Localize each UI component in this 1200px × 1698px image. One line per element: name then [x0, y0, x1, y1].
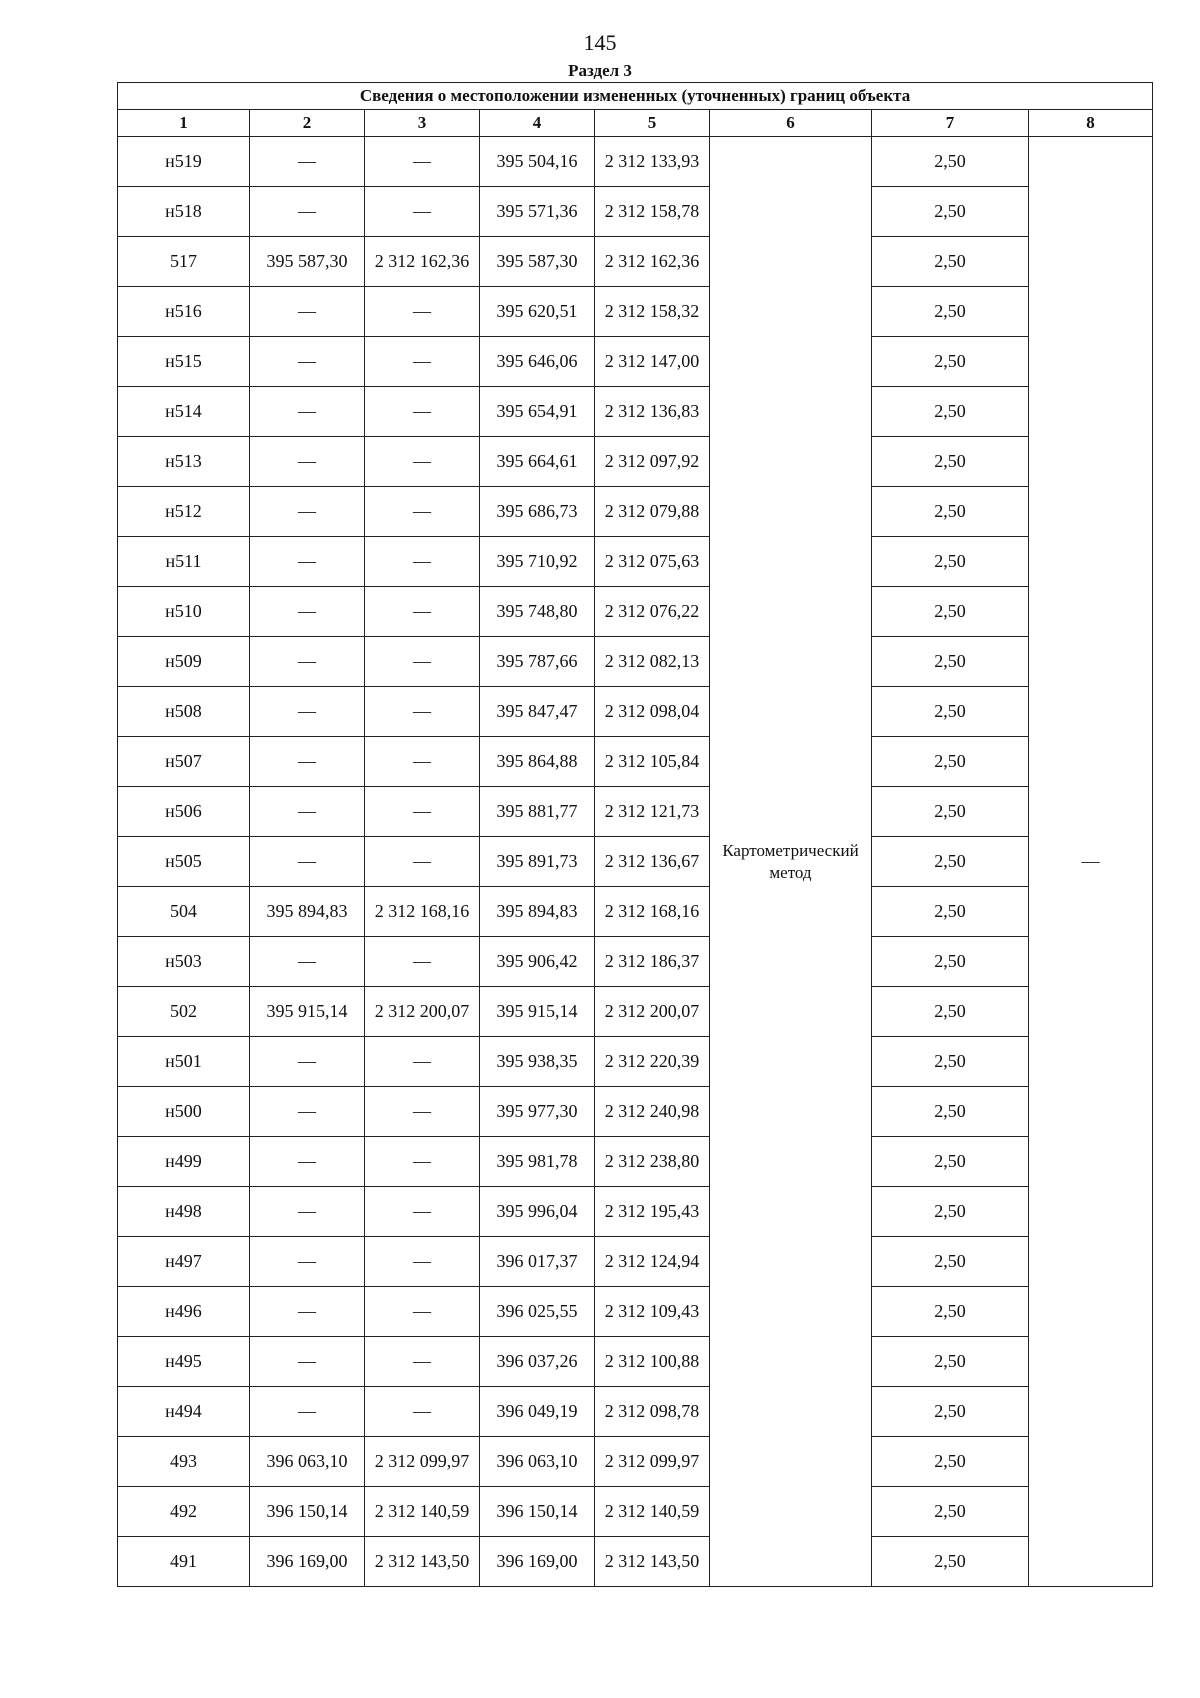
old-x-cell: — [250, 837, 365, 887]
old-y-cell: — [365, 837, 480, 887]
point-number-cell: н514 [118, 387, 250, 437]
point-number-cell: н518 [118, 187, 250, 237]
accuracy-cell: 2,50 [872, 537, 1029, 587]
new-y-cell: 2 312 136,83 [595, 387, 710, 437]
point-number-cell: н503 [118, 937, 250, 987]
new-x-cell: 395 881,77 [480, 787, 595, 837]
accuracy-cell: 2,50 [872, 1137, 1029, 1187]
new-x-cell: 396 017,37 [480, 1237, 595, 1287]
point-number-cell: н498 [118, 1187, 250, 1237]
new-y-cell: 2 312 098,04 [595, 687, 710, 737]
new-x-cell: 395 710,92 [480, 537, 595, 587]
point-number-cell: н509 [118, 637, 250, 687]
point-number-cell: н499 [118, 1137, 250, 1187]
table-row [118, 1287, 1153, 1337]
accuracy-cell: 2,50 [872, 1187, 1029, 1237]
old-x-cell: 396 063,10 [250, 1437, 365, 1487]
new-y-cell: 2 312 220,39 [595, 1037, 710, 1087]
point-number-cell: н511 [118, 537, 250, 587]
new-x-cell: 395 587,30 [480, 237, 595, 287]
new-y-cell: 2 312 162,36 [595, 237, 710, 287]
table-row [118, 487, 1153, 537]
point-number-cell: н497 [118, 1237, 250, 1287]
new-y-cell: 2 312 121,73 [595, 787, 710, 837]
new-y-cell: 2 312 238,80 [595, 1137, 710, 1187]
new-x-cell: 395 646,06 [480, 337, 595, 387]
accuracy-cell: 2,50 [872, 387, 1029, 437]
accuracy-cell: 2,50 [872, 1237, 1029, 1287]
table-row [118, 987, 1153, 1037]
old-x-cell: 396 169,00 [250, 1537, 365, 1587]
point-number-cell: н501 [118, 1037, 250, 1087]
boundary-table [117, 82, 1153, 1587]
new-x-cell: 396 063,10 [480, 1437, 595, 1487]
accuracy-cell: 2,50 [872, 637, 1029, 687]
table-row [118, 887, 1153, 937]
accuracy-cell: 2,50 [872, 887, 1029, 937]
column8-cell: — [1029, 137, 1153, 1587]
old-y-cell: 2 312 143,50 [365, 1537, 480, 1587]
new-y-cell: 2 312 100,88 [595, 1337, 710, 1387]
old-y-cell: — [365, 587, 480, 637]
new-x-cell: 395 686,73 [480, 487, 595, 537]
point-number-cell: н494 [118, 1387, 250, 1437]
accuracy-cell: 2,50 [872, 237, 1029, 287]
point-number-cell: 493 [118, 1437, 250, 1487]
old-x-cell: — [250, 1187, 365, 1237]
new-x-cell: 396 037,26 [480, 1337, 595, 1387]
column-header-2: 2 [250, 110, 365, 137]
point-number-cell: 502 [118, 987, 250, 1037]
old-x-cell: — [250, 637, 365, 687]
old-y-cell: — [365, 937, 480, 987]
new-y-cell: 2 312 075,63 [595, 537, 710, 587]
table-row [118, 587, 1153, 637]
new-y-cell: 2 312 140,59 [595, 1487, 710, 1537]
new-x-cell: 395 571,36 [480, 187, 595, 237]
point-number-cell: н508 [118, 687, 250, 737]
new-x-cell: 395 996,04 [480, 1187, 595, 1237]
old-x-cell: — [250, 1087, 365, 1137]
page-number: 145 [583, 30, 617, 55]
old-x-cell: — [250, 387, 365, 437]
table-row [118, 337, 1153, 387]
old-y-cell: — [365, 487, 480, 537]
column-header-8: 8 [1029, 110, 1153, 137]
accuracy-cell: 2,50 [872, 1037, 1029, 1087]
accuracy-cell: 2,50 [872, 837, 1029, 887]
new-y-cell: 2 312 186,37 [595, 937, 710, 987]
old-y-cell: — [365, 787, 480, 837]
old-x-cell: — [250, 487, 365, 537]
table-row [118, 737, 1153, 787]
accuracy-cell: 2,50 [872, 437, 1029, 487]
old-y-cell: 2 312 200,07 [365, 987, 480, 1037]
table-row [118, 437, 1153, 487]
old-x-cell: — [250, 1387, 365, 1437]
old-x-cell: — [250, 787, 365, 837]
old-y-cell: — [365, 137, 480, 187]
old-y-cell: — [365, 1337, 480, 1387]
accuracy-cell: 2,50 [872, 287, 1029, 337]
accuracy-cell: 2,50 [872, 1087, 1029, 1137]
table-row [118, 837, 1153, 887]
point-number-cell: 491 [118, 1537, 250, 1587]
old-y-cell: — [365, 737, 480, 787]
new-y-cell: 2 312 143,50 [595, 1537, 710, 1587]
accuracy-cell: 2,50 [872, 937, 1029, 987]
old-y-cell: — [365, 437, 480, 487]
column-header-5: 5 [595, 110, 710, 137]
old-x-cell: — [250, 537, 365, 587]
point-number-cell: 504 [118, 887, 250, 937]
new-y-cell: 2 312 076,22 [595, 587, 710, 637]
old-x-cell: — [250, 937, 365, 987]
new-y-cell: 2 312 105,84 [595, 737, 710, 787]
new-x-cell: 396 049,19 [480, 1387, 595, 1437]
old-y-cell: — [365, 1037, 480, 1087]
new-x-cell: 395 915,14 [480, 987, 595, 1037]
new-y-cell: 2 312 124,94 [595, 1237, 710, 1287]
old-x-cell: 395 587,30 [250, 237, 365, 287]
table-row [118, 1387, 1153, 1437]
column-header-7: 7 [872, 110, 1029, 137]
column-header-1: 1 [118, 110, 250, 137]
accuracy-cell: 2,50 [872, 337, 1029, 387]
new-y-cell: 2 312 168,16 [595, 887, 710, 937]
accuracy-cell: 2,50 [872, 1437, 1029, 1487]
old-x-cell: 395 894,83 [250, 887, 365, 937]
accuracy-cell: 2,50 [872, 187, 1029, 237]
table-row [118, 1137, 1153, 1187]
old-x-cell: — [250, 1337, 365, 1387]
accuracy-cell: 2,50 [872, 787, 1029, 837]
new-x-cell: 395 748,80 [480, 587, 595, 637]
accuracy-cell: 2,50 [872, 1537, 1029, 1587]
table-row [118, 787, 1153, 837]
new-y-cell: 2 312 079,88 [595, 487, 710, 537]
accuracy-cell: 2,50 [872, 687, 1029, 737]
old-x-cell: — [250, 587, 365, 637]
table-caption: Сведения о местоположении измененных (уточненных) границ объекта [118, 83, 1153, 110]
column-header-row [118, 110, 1153, 137]
old-x-cell: — [250, 1037, 365, 1087]
point-number-cell: н505 [118, 837, 250, 887]
table-row [118, 1087, 1153, 1137]
new-y-cell: 2 312 195,43 [595, 1187, 710, 1237]
old-x-cell: — [250, 437, 365, 487]
new-x-cell: 395 620,51 [480, 287, 595, 337]
point-number-cell: н495 [118, 1337, 250, 1387]
new-x-cell: 395 894,83 [480, 887, 595, 937]
accuracy-cell: 2,50 [872, 487, 1029, 537]
point-number-cell: н513 [118, 437, 250, 487]
old-x-cell: — [250, 287, 365, 337]
new-x-cell: 396 150,14 [480, 1487, 595, 1537]
table-row [118, 387, 1153, 437]
accuracy-cell: 2,50 [872, 137, 1029, 187]
new-x-cell: 396 025,55 [480, 1287, 595, 1337]
new-y-cell: 2 312 082,13 [595, 637, 710, 687]
old-x-cell: — [250, 1287, 365, 1337]
old-x-cell: — [250, 687, 365, 737]
new-x-cell: 396 169,00 [480, 1537, 595, 1587]
new-y-cell: 2 312 240,98 [595, 1087, 710, 1137]
accuracy-cell: 2,50 [872, 737, 1029, 787]
table-row [118, 937, 1153, 987]
table-row [118, 1487, 1153, 1537]
point-number-cell: н512 [118, 487, 250, 537]
column-header-3: 3 [365, 110, 480, 137]
table-row [118, 1187, 1153, 1237]
old-x-cell: — [250, 337, 365, 387]
old-y-cell: — [365, 1387, 480, 1437]
new-x-cell: 395 977,30 [480, 1087, 595, 1137]
new-x-cell: 395 864,88 [480, 737, 595, 787]
point-number-cell: н500 [118, 1087, 250, 1137]
new-y-cell: 2 312 158,32 [595, 287, 710, 337]
old-y-cell: — [365, 387, 480, 437]
old-x-cell: — [250, 1237, 365, 1287]
new-x-cell: 395 787,66 [480, 637, 595, 687]
point-number-cell: н510 [118, 587, 250, 637]
new-y-cell: 2 312 133,93 [595, 137, 710, 187]
new-y-cell: 2 312 147,00 [595, 337, 710, 387]
old-y-cell: 2 312 162,36 [365, 237, 480, 287]
point-number-cell: н516 [118, 287, 250, 337]
point-number-cell: 517 [118, 237, 250, 287]
table-row [118, 137, 1153, 187]
table-row [118, 637, 1153, 687]
new-x-cell: 395 664,61 [480, 437, 595, 487]
old-y-cell: — [365, 1237, 480, 1287]
old-y-cell: — [365, 637, 480, 687]
accuracy-cell: 2,50 [872, 1287, 1029, 1337]
table-row [118, 1537, 1153, 1587]
new-x-cell: 395 906,42 [480, 937, 595, 987]
new-x-cell: 395 981,78 [480, 1137, 595, 1187]
new-y-cell: 2 312 099,97 [595, 1437, 710, 1487]
old-y-cell: — [365, 337, 480, 387]
old-y-cell: — [365, 537, 480, 587]
method-cell: Картометрический метод [710, 137, 872, 1587]
table-row [118, 1237, 1153, 1287]
table-row [118, 187, 1153, 237]
old-x-cell: — [250, 137, 365, 187]
old-x-cell: — [250, 737, 365, 787]
old-x-cell: 396 150,14 [250, 1487, 365, 1537]
point-number-cell: н519 [118, 137, 250, 187]
old-x-cell: 395 915,14 [250, 987, 365, 1037]
accuracy-cell: 2,50 [872, 1337, 1029, 1387]
old-x-cell: — [250, 1137, 365, 1187]
table-row [118, 1337, 1153, 1387]
point-number-cell: н506 [118, 787, 250, 837]
old-y-cell: — [365, 1287, 480, 1337]
old-x-cell: — [250, 187, 365, 237]
old-y-cell: — [365, 1087, 480, 1137]
new-y-cell: 2 312 136,67 [595, 837, 710, 887]
old-y-cell: — [365, 687, 480, 737]
new-x-cell: 395 847,47 [480, 687, 595, 737]
old-y-cell: 2 312 140,59 [365, 1487, 480, 1537]
new-x-cell: 395 504,16 [480, 137, 595, 187]
column-header-6: 6 [710, 110, 872, 137]
accuracy-cell: 2,50 [872, 987, 1029, 1037]
column-header-4: 4 [480, 110, 595, 137]
point-number-cell: н515 [118, 337, 250, 387]
table-row [118, 237, 1153, 287]
point-number-cell: 492 [118, 1487, 250, 1537]
accuracy-cell: 2,50 [872, 1487, 1029, 1537]
accuracy-cell: 2,50 [872, 587, 1029, 637]
table-body [118, 137, 1153, 1587]
old-y-cell: 2 312 168,16 [365, 887, 480, 937]
table-row [118, 1437, 1153, 1487]
point-number-cell: н496 [118, 1287, 250, 1337]
table-row [118, 1037, 1153, 1087]
old-y-cell: — [365, 187, 480, 237]
old-y-cell: — [365, 1187, 480, 1237]
old-y-cell: — [365, 287, 480, 337]
old-y-cell: — [365, 1137, 480, 1187]
table-row [118, 287, 1153, 337]
new-y-cell: 2 312 098,78 [595, 1387, 710, 1437]
new-y-cell: 2 312 109,43 [595, 1287, 710, 1337]
new-y-cell: 2 312 097,92 [595, 437, 710, 487]
new-x-cell: 395 891,73 [480, 837, 595, 887]
new-x-cell: 395 938,35 [480, 1037, 595, 1087]
table-row [118, 687, 1153, 737]
table-row [118, 537, 1153, 587]
new-y-cell: 2 312 200,07 [595, 987, 710, 1037]
section-title: Раздел 3 [568, 61, 632, 80]
point-number-cell: н507 [118, 737, 250, 787]
old-y-cell: 2 312 099,97 [365, 1437, 480, 1487]
accuracy-cell: 2,50 [872, 1387, 1029, 1437]
new-y-cell: 2 312 158,78 [595, 187, 710, 237]
new-x-cell: 395 654,91 [480, 387, 595, 437]
